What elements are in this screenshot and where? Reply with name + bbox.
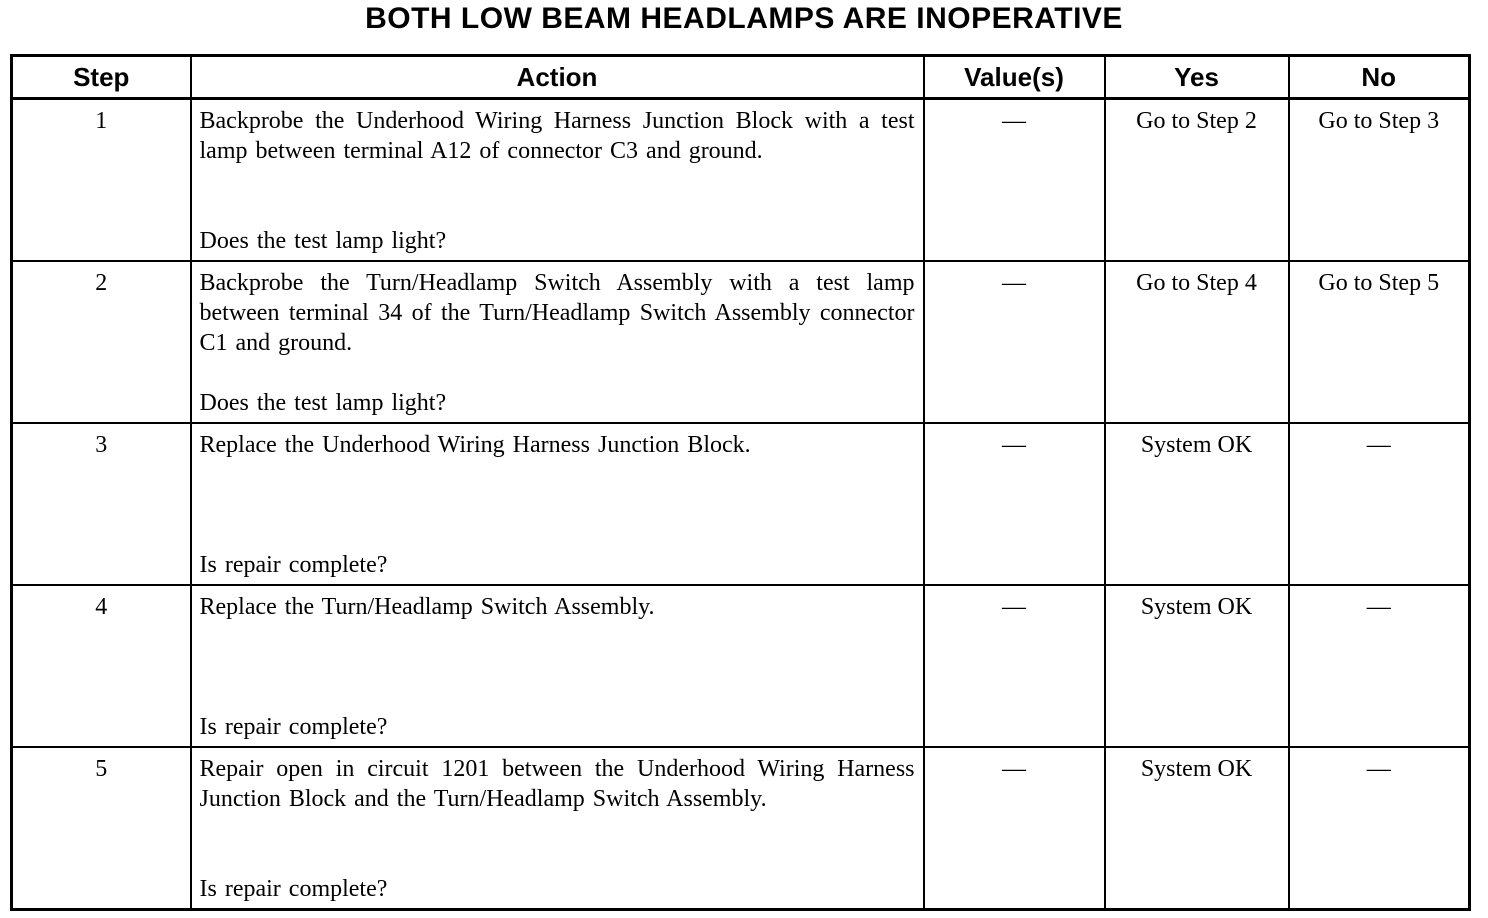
no-cell: —: [1289, 423, 1470, 585]
table-row: [12, 99, 1470, 262]
yes-cell: Go to Step 2: [1105, 99, 1289, 262]
action-text: Backprobe the Underhood Wiring Harness Junction Block with a test lamp between terminal A12 of connector C3 and ground.: [199, 108, 915, 164]
question-text: Is repair complete?: [199, 714, 388, 740]
header-values: Value(s): [924, 56, 1105, 99]
table-row: [12, 585, 1470, 747]
action-text: Replace the Turn/Headlamp Switch Assembly.: [199, 594, 655, 620]
table-row: [12, 261, 1470, 423]
header-row: [12, 56, 1470, 99]
action-cell: [191, 585, 924, 747]
action-text: Repair open in circuit 1201 between the Underhood Wiring Harness Junction Block and the Turn/Headlamp Switch Assembly.: [199, 756, 915, 812]
value-cell: —: [924, 261, 1105, 423]
action-cell: [191, 99, 924, 262]
value-cell: —: [924, 99, 1105, 262]
no-cell: Go to Step 3: [1289, 99, 1470, 262]
step-number: 4: [12, 585, 191, 747]
table-row: [12, 747, 1470, 910]
value-cell: —: [924, 585, 1105, 747]
header-step: Step: [12, 56, 191, 99]
action-text: Replace the Underhood Wiring Harness Junction Block.: [199, 432, 751, 458]
no-cell: —: [1289, 747, 1470, 910]
page-title: BOTH LOW BEAM HEADLAMPS ARE INOPERATIVE: [365, 2, 1123, 35]
no-cell: Go to Step 5: [1289, 261, 1470, 423]
yes-cell: Go to Step 4: [1105, 261, 1289, 423]
question-text: Is repair complete?: [199, 876, 388, 902]
action-text: Backprobe the Turn/Headlamp Switch Assembly with a test lamp between terminal 34 of the Turn/Headlamp Switch Assembly connector C1 and ground.: [199, 270, 915, 356]
step-number: 3: [12, 423, 191, 585]
step-number: 1: [12, 99, 191, 262]
value-cell: —: [924, 747, 1105, 910]
question-text: Does the test lamp light?: [199, 390, 447, 416]
action-cell: [191, 423, 924, 585]
diagnostic-table: [10, 54, 1471, 911]
header-no: No: [1289, 56, 1470, 99]
step-number: 2: [12, 261, 191, 423]
question-text: Does the test lamp light?: [199, 228, 447, 254]
yes-cell: System OK: [1105, 585, 1289, 747]
question-text: Is repair complete?: [199, 552, 388, 578]
yes-cell: System OK: [1105, 423, 1289, 585]
header-action: Action: [191, 56, 924, 99]
step-number: 5: [12, 747, 191, 910]
header-yes: Yes: [1105, 56, 1289, 99]
action-cell: [191, 261, 924, 423]
action-cell: [191, 747, 924, 910]
value-cell: —: [924, 423, 1105, 585]
no-cell: —: [1289, 585, 1470, 747]
yes-cell: System OK: [1105, 747, 1289, 910]
table-row: [12, 423, 1470, 585]
